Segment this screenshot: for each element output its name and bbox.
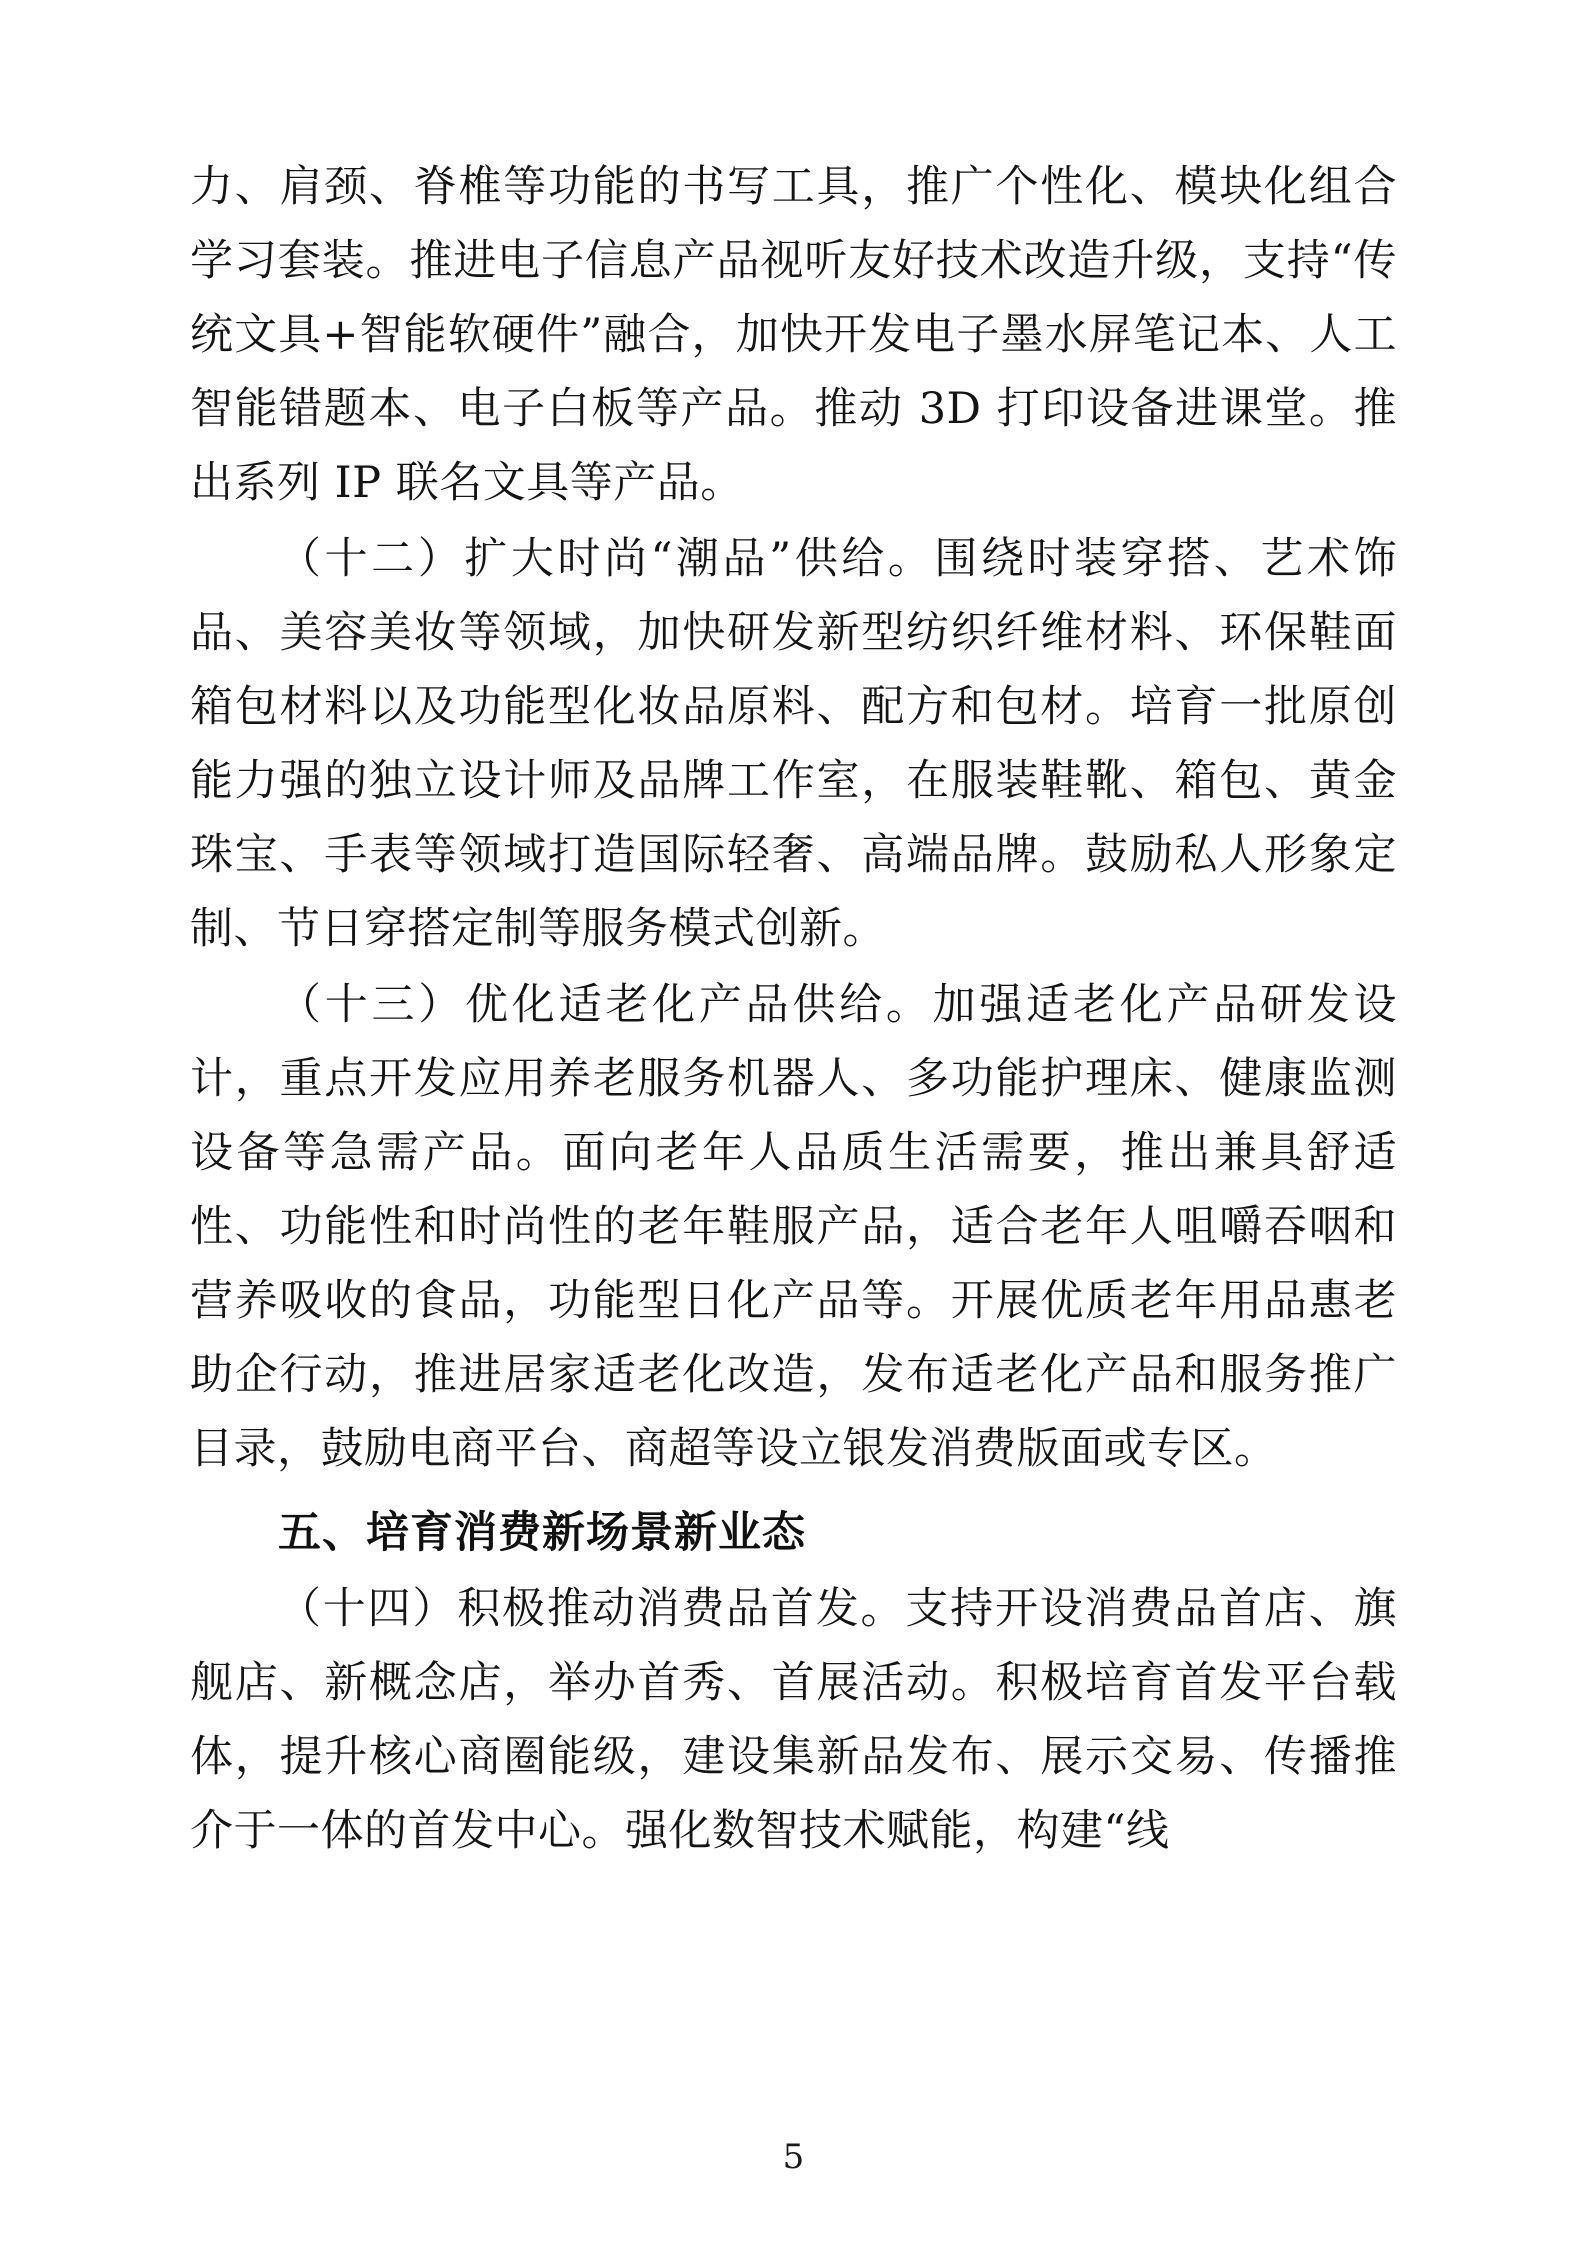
section-heading-five: 五、培育消费新场景新业态 — [278, 1508, 806, 1558]
paragraph-continuation: 力、肩颈、脊椎等功能的书写工具，推广个性化、模块化组合学习套装。推进电子信息产品视听友好技术改造升级，支持“传统文具+智能软硬件”融合，加快开发电子墨水屏笔记本、人工智能错题本、电子白板等产品。推动 3D 打印设备进课堂。推出系列 IP 联名文具等产品。 — [190, 162, 1397, 508]
page-number: 5 — [782, 2137, 805, 2177]
paragraph-item-13: （十三）优化适老化产品供给。加强适老化产品研发设计，重点开发应用养老服务机器人、多功能护理床、健康监测设备等急需产品。面向老年人品质生活需要，推出兼具舒适性、功能性和时尚性的老年鞋服产品，适合老年人咀嚼吞咽和营养吸收的食品，功能型日化产品等。开展优质老年用品惠老助企行动，推进居家适老化改造，发布适老化产品和服务推广目录，鼓励电商平台、商超等设立银发消费版面或专区。 — [190, 980, 1397, 1474]
page-content — [190, 150, 1397, 1868]
paragraph-item-14: （十四）积极推动消费品首发。支持开设消费品首店、旗舰店、新概念店，举办首秀、首展活动。积极培育首发平台载体，提升核心商圈能级，建设集新品发布、展示交易、传播推介于一体的首发中心。强化数智技术赋能，构建“线 — [190, 1584, 1397, 1856]
paragraph-item-12: （十二）扩大时尚“潮品”供给。围绕时装穿搭、艺术饰品、美容美妆等领域，加快研发新型纺织纤维材料、环保鞋面箱包材料以及功能型化妆品原料、配方和包材。培育一批原创能力强的独立设计师及品牌工作室，在服装鞋靴、箱包、黄金珠宝、手表等领域打造国际轻奢、高端品牌。鼓励私人形象定制、节日穿搭定制等服务模式创新。 — [190, 534, 1397, 954]
